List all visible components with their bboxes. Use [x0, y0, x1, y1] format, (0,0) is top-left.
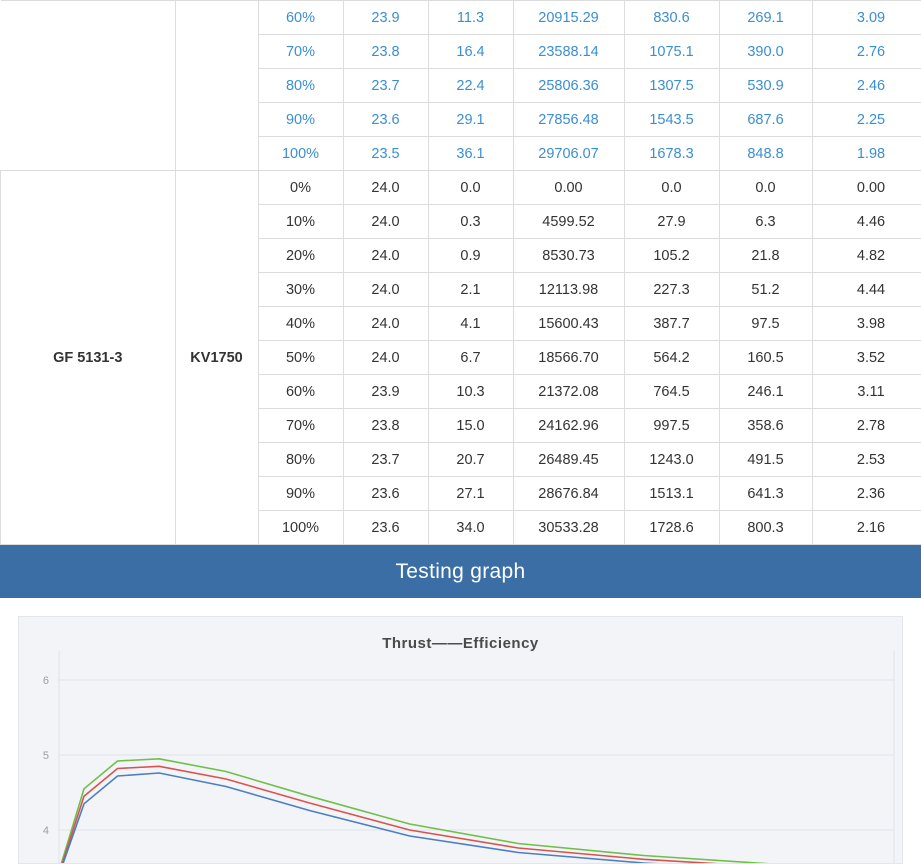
cell-thrust: 227.3	[624, 273, 719, 307]
chart-canvas	[19, 617, 903, 863]
cell-thrust: 0.0	[624, 171, 719, 205]
cell-current: 20.7	[428, 443, 513, 477]
cell-kv-blank	[175, 1, 258, 171]
chart-y-axis-ticks	[43, 675, 49, 837]
chart-gridlines	[59, 651, 894, 863]
chart-series-lines	[59, 759, 894, 863]
cell-throttle: 60%	[258, 375, 343, 409]
table-row	[1, 1, 921, 35]
cell-throttle: 10%	[258, 205, 343, 239]
cell-power: 848.8	[719, 137, 812, 171]
cell-voltage: 24.0	[343, 239, 428, 273]
cell-thrust: 564.2	[624, 341, 719, 375]
cell-power: 51.2	[719, 273, 812, 307]
cell-voltage: 24.0	[343, 273, 428, 307]
cell-thrust: 997.5	[624, 409, 719, 443]
cell-current: 22.4	[428, 69, 513, 103]
cell-rpm: 23588.14	[513, 35, 624, 69]
cell-power: 530.9	[719, 69, 812, 103]
cell-efficiency: 2.25	[812, 103, 921, 137]
cell-thrust: 1728.6	[624, 511, 719, 545]
cell-voltage: 23.7	[343, 443, 428, 477]
cell-rpm: 21372.08	[513, 375, 624, 409]
cell-current: 4.1	[428, 307, 513, 341]
cell-thrust: 830.6	[624, 1, 719, 35]
cell-power: 390.0	[719, 35, 812, 69]
cell-rpm: 27856.48	[513, 103, 624, 137]
cell-thrust: 1307.5	[624, 69, 719, 103]
cell-current: 2.1	[428, 273, 513, 307]
cell-model-name: GF 5131-3	[1, 171, 176, 545]
cell-voltage: 23.8	[343, 409, 428, 443]
cell-throttle: 100%	[258, 137, 343, 171]
cell-thrust: 27.9	[624, 205, 719, 239]
cell-current: 29.1	[428, 103, 513, 137]
cell-voltage: 24.0	[343, 341, 428, 375]
cell-throttle: 90%	[258, 477, 343, 511]
cell-throttle: 0%	[258, 171, 343, 205]
table-body	[1, 1, 921, 545]
cell-efficiency: 4.44	[812, 273, 921, 307]
cell-rpm: 28676.84	[513, 477, 624, 511]
cell-current: 34.0	[428, 511, 513, 545]
cell-efficiency: 3.98	[812, 307, 921, 341]
chart-line-series-green	[59, 759, 894, 863]
cell-efficiency: 2.53	[812, 443, 921, 477]
cell-power: 358.6	[719, 409, 812, 443]
cell-rpm: 25806.36	[513, 69, 624, 103]
cell-power: 21.8	[719, 239, 812, 273]
testing-graph-banner	[0, 545, 921, 598]
cell-thrust: 1513.1	[624, 477, 719, 511]
cell-power: 800.3	[719, 511, 812, 545]
cell-current: 15.0	[428, 409, 513, 443]
cell-throttle: 70%	[258, 35, 343, 69]
cell-throttle: 70%	[258, 409, 343, 443]
cell-current: 6.7	[428, 341, 513, 375]
cell-model-blank	[1, 1, 176, 171]
cell-rpm: 4599.52	[513, 205, 624, 239]
y-tick-label: 4	[43, 825, 49, 837]
cell-efficiency: 2.76	[812, 35, 921, 69]
cell-voltage: 23.5	[343, 137, 428, 171]
cell-kv-value: KV1750	[175, 171, 258, 545]
cell-power: 160.5	[719, 341, 812, 375]
cell-current: 0.0	[428, 171, 513, 205]
cell-voltage: 24.0	[343, 307, 428, 341]
chart-line-series-blue	[59, 773, 894, 863]
cell-efficiency: 2.46	[812, 69, 921, 103]
cell-thrust: 1243.0	[624, 443, 719, 477]
cell-voltage: 23.9	[343, 375, 428, 409]
cell-thrust: 105.2	[624, 239, 719, 273]
cell-rpm: 20915.29	[513, 1, 624, 35]
cell-power: 269.1	[719, 1, 812, 35]
cell-throttle: 80%	[258, 443, 343, 477]
cell-current: 36.1	[428, 137, 513, 171]
cell-voltage: 24.0	[343, 171, 428, 205]
cell-efficiency: 3.09	[812, 1, 921, 35]
cell-efficiency: 4.82	[812, 239, 921, 273]
cell-current: 0.3	[428, 205, 513, 239]
cell-power: 6.3	[719, 205, 812, 239]
cell-thrust: 1543.5	[624, 103, 719, 137]
table-row	[1, 171, 921, 205]
cell-throttle: 80%	[258, 69, 343, 103]
cell-power: 491.5	[719, 443, 812, 477]
cell-throttle: 20%	[258, 239, 343, 273]
cell-thrust: 764.5	[624, 375, 719, 409]
y-tick-label: 6	[43, 675, 49, 687]
cell-current: 10.3	[428, 375, 513, 409]
cell-thrust: 387.7	[624, 307, 719, 341]
cell-rpm: 15600.43	[513, 307, 624, 341]
cell-voltage: 23.6	[343, 103, 428, 137]
cell-thrust: 1678.3	[624, 137, 719, 171]
cell-power: 246.1	[719, 375, 812, 409]
cell-rpm: 8530.73	[513, 239, 624, 273]
cell-current: 16.4	[428, 35, 513, 69]
cell-current: 0.9	[428, 239, 513, 273]
cell-power: 687.6	[719, 103, 812, 137]
cell-rpm: 24162.96	[513, 409, 624, 443]
cell-throttle: 40%	[258, 307, 343, 341]
cell-current: 27.1	[428, 477, 513, 511]
cell-voltage: 23.6	[343, 477, 428, 511]
cell-voltage: 24.0	[343, 205, 428, 239]
cell-power: 641.3	[719, 477, 812, 511]
thrust-efficiency-chart	[18, 616, 903, 864]
cell-efficiency: 2.36	[812, 477, 921, 511]
cell-power: 97.5	[719, 307, 812, 341]
cell-throttle: 100%	[258, 511, 343, 545]
chart-line-series-red	[59, 766, 894, 863]
cell-throttle: 60%	[258, 1, 343, 35]
cell-efficiency: 3.52	[812, 341, 921, 375]
cell-efficiency: 1.98	[812, 137, 921, 171]
cell-throttle: 50%	[258, 341, 343, 375]
banner-title: Testing graph	[396, 560, 526, 583]
cell-efficiency: 4.46	[812, 205, 921, 239]
cell-voltage: 23.8	[343, 35, 428, 69]
cell-throttle: 90%	[258, 103, 343, 137]
cell-thrust: 1075.1	[624, 35, 719, 69]
y-tick-label: 5	[43, 750, 49, 762]
cell-voltage: 23.6	[343, 511, 428, 545]
cell-voltage: 23.7	[343, 69, 428, 103]
cell-throttle: 30%	[258, 273, 343, 307]
cell-voltage: 23.9	[343, 1, 428, 35]
chart-section	[0, 598, 921, 864]
cell-current: 11.3	[428, 1, 513, 35]
cell-efficiency: 2.16	[812, 511, 921, 545]
cell-rpm: 18566.70	[513, 341, 624, 375]
cell-efficiency: 2.78	[812, 409, 921, 443]
cell-power: 0.0	[719, 171, 812, 205]
cell-efficiency: 3.11	[812, 375, 921, 409]
cell-rpm: 0.00	[513, 171, 624, 205]
cell-rpm: 29706.07	[513, 137, 624, 171]
cell-rpm: 30533.28	[513, 511, 624, 545]
cell-efficiency: 0.00	[812, 171, 921, 205]
cell-rpm: 26489.45	[513, 443, 624, 477]
cell-rpm: 12113.98	[513, 273, 624, 307]
chart-title: Thrust——Efficiency	[19, 617, 902, 652]
